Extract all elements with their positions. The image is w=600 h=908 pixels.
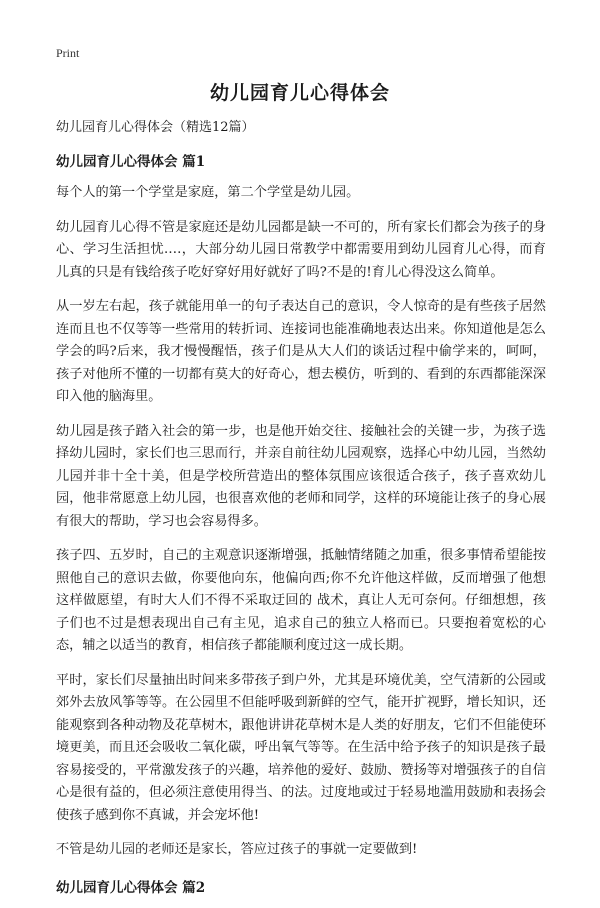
section-heading-1: 幼儿园育儿心得体会 篇1 <box>56 154 206 170</box>
paragraph: 平时，家长们尽量抽出时间来多带孩子到户外，尤其是环境优美，空气清新的公园或郊外去放风筝等等。在公园里不但能呼吸到新鲜的空气，能开扩视野，增长知识，还能观察到各种动物及花草树木，跟他讲讲花草树木是人类的好朋友，它们不但能使环境更美，而且还会吸收二氧化碳，呼出氧气等等。在生活中给予孩子的知识是孩子最容易接受的，平常激发孩子的兴趣，培养他的爱好、鼓励、赞扬等对增强孩子的自信心是很有益的，但必须注意使用得当、的法。过度地或过于轻易地滥用鼓励和表扬会使孩子感到你不真诚，并会宠坏他! <box>56 672 546 823</box>
document-body <box>56 118 546 908</box>
section-heading-2: 幼儿园育儿心得体会 篇2 <box>56 879 206 896</box>
paragraph: 幼儿园育儿心得不管是家庭还是幼儿园都是缺一不可的，所有家长们都会为孩子的身心、学习生活担忧.…，大部分幼儿园日常教学中都需要用到幼儿园育儿心得，而育儿真的只是有钱给孩子吃好穿好用好就好了吗?不是的!育儿心得没这么简单。 <box>56 219 546 280</box>
document-subtitle: 幼儿园育儿心得体会（精选12篇） <box>56 120 255 135</box>
page-title: 幼儿园育儿心得体会 <box>209 82 390 104</box>
paragraph: 孩子四、五岁时，自己的主观意识逐渐增强，抵触情绪随之加重，很多事情希望能按照他自己的意识去做，你要他向东，他偏向西;你不允许他这样做，反而增强了他想这样做愿望，有时大人们不得不采取迂回的 战术，真让人无可奈何。仔细想想，孩子们也不过是想表现出自己有主见，追求自己的独立人格而已。只要抱着宽松的心态，辅之以适当的教育，相信孩子都能顺利度过这一成长期。 <box>56 548 546 653</box>
paragraph: 每个人的第一个学堂是家庭，第二个学堂是幼儿园。 <box>56 185 360 200</box>
print-link[interactable]: Print <box>56 46 80 60</box>
paragraph: 从一岁左右起，孩子就能用单一的句子表达自己的意识，令人惊奇的是有些孩子居然连而且也不仅等等一些常用的转折词、连接词也能准确地表达出来。你知道他是怎么学会的吗?后来，我才慢慢醒悟，孩子们是从大人们的谈话过程中偷学来的，呵呵，孩子对他所不懂的一切都有莫大的好奇心，想去模仿，听到的、看到的东西都能深深印入他的脑海里。 <box>56 299 546 404</box>
paragraph: 不管是幼儿园的老师还是家长，答应过孩子的事就一定要做到! <box>56 842 418 857</box>
paragraph: 幼儿园是孩子踏入社会的第一步，也是他开始交往、接触社会的关键一步，为孩子选择幼儿园时，家长们也三思而行，并亲自前往幼儿园观察，选择心中幼儿园，当然幼儿园并非十全十美，但是学校所营造出的整体氛围应该很适合孩子，孩子喜欢幼儿园，他非常愿意上幼儿园，也很喜欢他的老师和同学，这样的环境能让孩子的身心展有很大的帮助，学习也会容易得多。 <box>56 423 546 529</box>
